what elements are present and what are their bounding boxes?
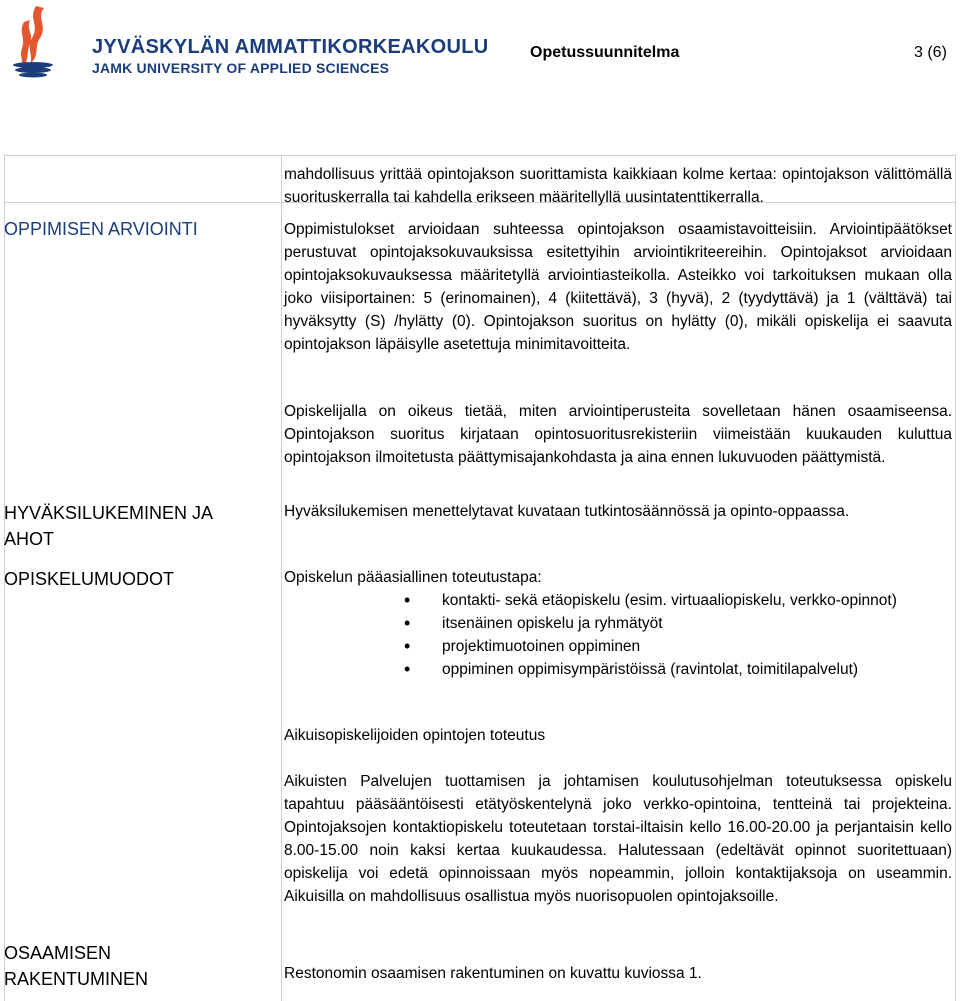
carryover-text: mahdollisuus yrittää opintojakson suorittamista kaikkiaan kolme kertaa: opintojakson välittömällä suorituskerralla tai kahdella erikseen määritellyllä uusintatenttikerralla.	[284, 166, 952, 206]
recognition-label: HYVÄKSILUKEMINEN JA AHOT	[4, 503, 214, 549]
adult-studies-text: Aikuisten Palvelujen tuottamisen ja johtamisen koulutusohjelman toteutuksessa opiskelu tapahtuu pääsääntöisesti etätyöskentelynä joko verkko-opintoina, tentteinä tai projekteina. Opintojaksojen kontaktiopiskelu toteutetaan torstai-iltaisin kello 16.00-20.00 ja perjantaisin kello 8.00-15.00 noin kaksi kertaa kuukaudessa. Halutessaan (edeltävät opinnot suoritettuaan) opiskelija voi edetä opinnoissaan myös nopeammin, jolloin kontaktijaksoja on useammin. Aikuisilla on mahdollisuus osallistua myös nuorisopuolen opintojaksoille.	[284, 773, 952, 905]
study-forms-list	[404, 589, 924, 681]
assessment-paragraph-2: Opiskelijalla on oikeus tietää, miten arviointiperusteita sovelletaan hänen osaamiseensa. Opintojakson suoritus kirjataan opintosuoritusrekisteriin viimeistään kuukauden kuluttua opintojakson ilmoitetusta päättymisajankohdasta ja aina ennen lukuvuoden päättymistä.	[284, 403, 952, 466]
assessment-paragraph-1: Oppimistulokset arvioidaan suhteessa opintojakson osaamistavoitteisiin. Arviointipäätökset perustuvat opintojaksokuvauksissa esitettyihin arviointikriteereihin. Opintojaksot arvioidaan opintojaksokuvauksessa määritetyllä arviointiasteikolla. Asteikko voi tarkoituksen mukaan olla joko viisiportainen: 5 (erinomainen), 4 (kiitettävä), 3 (hyvä), 2 (tyydyttävä) ja 1 (välttävä) tai hyväksytty (S) /hylätty (0). Opintojakson suoritus on hylätty (0), mikäli opiskelija ei saavuta opintojakson läpäisylle asetettuja minimitavoitteita.	[284, 221, 952, 353]
competence-label: OSAAMISEN RAKENTUMINEN	[4, 943, 149, 989]
assessment-text	[284, 218, 952, 356]
page-header	[0, 0, 960, 110]
org-name-en: JAMK UNIVERSITY OF APPLIED SCIENCES	[92, 60, 390, 76]
document-title: Opetussuunnitelma	[530, 44, 680, 61]
study-forms-intro: Opiskelun pääasiallinen toteutustapa:	[284, 569, 542, 586]
list-item: • oppiminen oppimisympäristöissä (ravintolat, toimitilapalvelut)	[404, 658, 924, 681]
study-forms-label: OPISKELUMUODOT	[4, 569, 175, 589]
column-divider	[281, 156, 282, 1001]
recognition-text: Hyväksilukemisen menettelytavat kuvataan tutkintosäännössä ja opinto-oppaassa.	[284, 503, 850, 520]
assessment-label: OPPIMISEN ARVIOINTI	[4, 219, 198, 239]
jamk-flame-logo-icon	[10, 4, 56, 80]
assessment-text-2	[284, 400, 952, 469]
org-name-fi: JYVÄSKYLÄN AMMATTIKORKEAKOULU	[92, 36, 489, 58]
page-number: 3 (6)	[914, 44, 947, 61]
list-item: • projektimuotoinen oppiminen	[404, 635, 924, 658]
competence-text: Restonomin osaamisen rakentuminen on kuvattu kuviossa 1.	[284, 965, 702, 982]
adult-studies-heading: Aikuisopiskelijoiden opintojen toteutus	[284, 727, 546, 744]
list-item: • kontakti- sekä etäopiskelu (esim. virtuaaliopiskelu, verkko-opinnot)	[404, 589, 924, 612]
list-item: • itsenäinen opiskelu ja ryhmätyöt	[404, 612, 924, 635]
